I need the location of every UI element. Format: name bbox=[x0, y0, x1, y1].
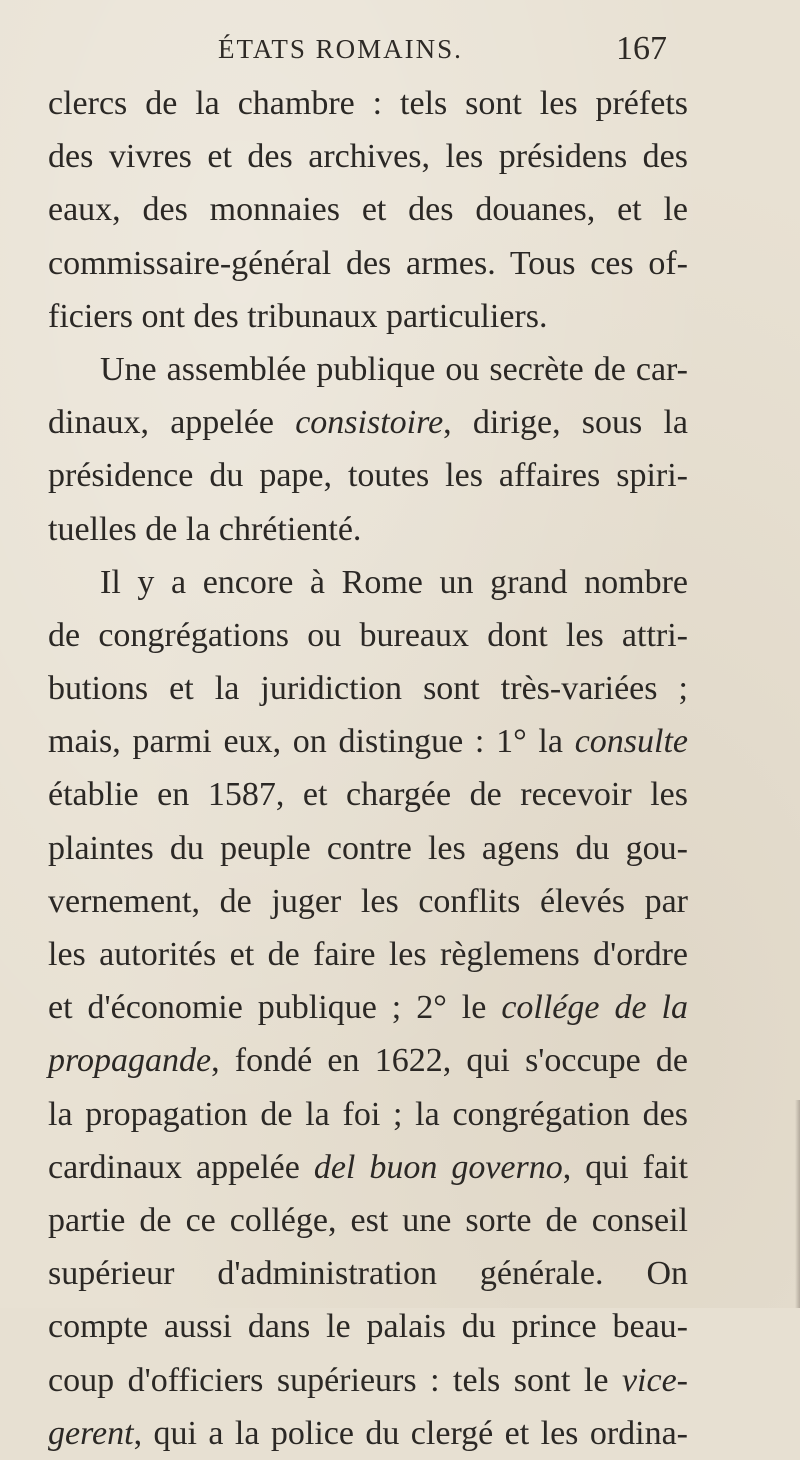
text-line: coup d'officiers supérieurs : tels sont le vice- bbox=[48, 1361, 688, 1399]
text-line: supérieur d'administration générale. On bbox=[48, 1255, 688, 1293]
paragraph-start: Une assemblée publique ou secrète de car- bbox=[100, 350, 688, 388]
text-line: plaintes du peuple contre les agens du gou- bbox=[48, 829, 688, 867]
text-line: partie de ce collége, est une sorte de conseil bbox=[48, 1201, 688, 1239]
text-line: présidence du pape, toutes les affaires spiri- bbox=[48, 457, 688, 495]
text-line: clercs de la chambre : tels sont les préfets bbox=[48, 85, 688, 122]
body-text bbox=[48, 77, 688, 1460]
text-line: cardinaux appelée del buon governo, qui fait bbox=[48, 1148, 688, 1186]
text-line: vernement, de juger les conflits élevés par bbox=[48, 882, 688, 920]
text-line: compte aussi dans le palais du prince beau- bbox=[48, 1308, 688, 1346]
text-line: gerent, qui a la police du clergé et les ordina- bbox=[48, 1414, 688, 1452]
running-title: ÉTATS ROMAINS. bbox=[218, 34, 463, 64]
paragraph-start: Il y a encore à Rome un grand nombre bbox=[100, 563, 688, 601]
text-line: les autorités et de faire les règlemens d'ordre bbox=[48, 936, 688, 973]
text-line: eaux, des monnaies et des douanes, et le bbox=[48, 191, 688, 229]
text-line: commissaire-général des armes. Tous ces of- bbox=[48, 244, 688, 282]
text-line: mais, parmi eux, on distingue : 1° la consulte bbox=[48, 723, 688, 761]
text-line: des vivres et des archives, les présidens des bbox=[48, 138, 688, 176]
text-line: la propagation de la foi ; la congrégation des bbox=[48, 1095, 688, 1133]
text-line: établie en 1587, et chargée de recevoir les bbox=[48, 776, 688, 814]
text-line: et d'économie publique ; 2° le collége de la bbox=[48, 989, 688, 1027]
page-number: 167 bbox=[616, 30, 667, 67]
page-header bbox=[0, 30, 800, 74]
text-line: de congrégations ou bureaux dont les attri- bbox=[48, 616, 688, 654]
text-line: dinaux, appelée consistoire, dirige, sous la bbox=[48, 404, 688, 442]
text-line: propagande, fondé en 1622, qui s'occupe de bbox=[48, 1042, 688, 1080]
page-edge-shadow bbox=[795, 1100, 800, 1308]
text-line: tuelles de la chrétienté. bbox=[48, 510, 362, 548]
text-line: ficiers ont des tribunaux particuliers. bbox=[48, 297, 548, 335]
text-line: butions et la juridiction sont très-variées ; bbox=[48, 670, 688, 708]
